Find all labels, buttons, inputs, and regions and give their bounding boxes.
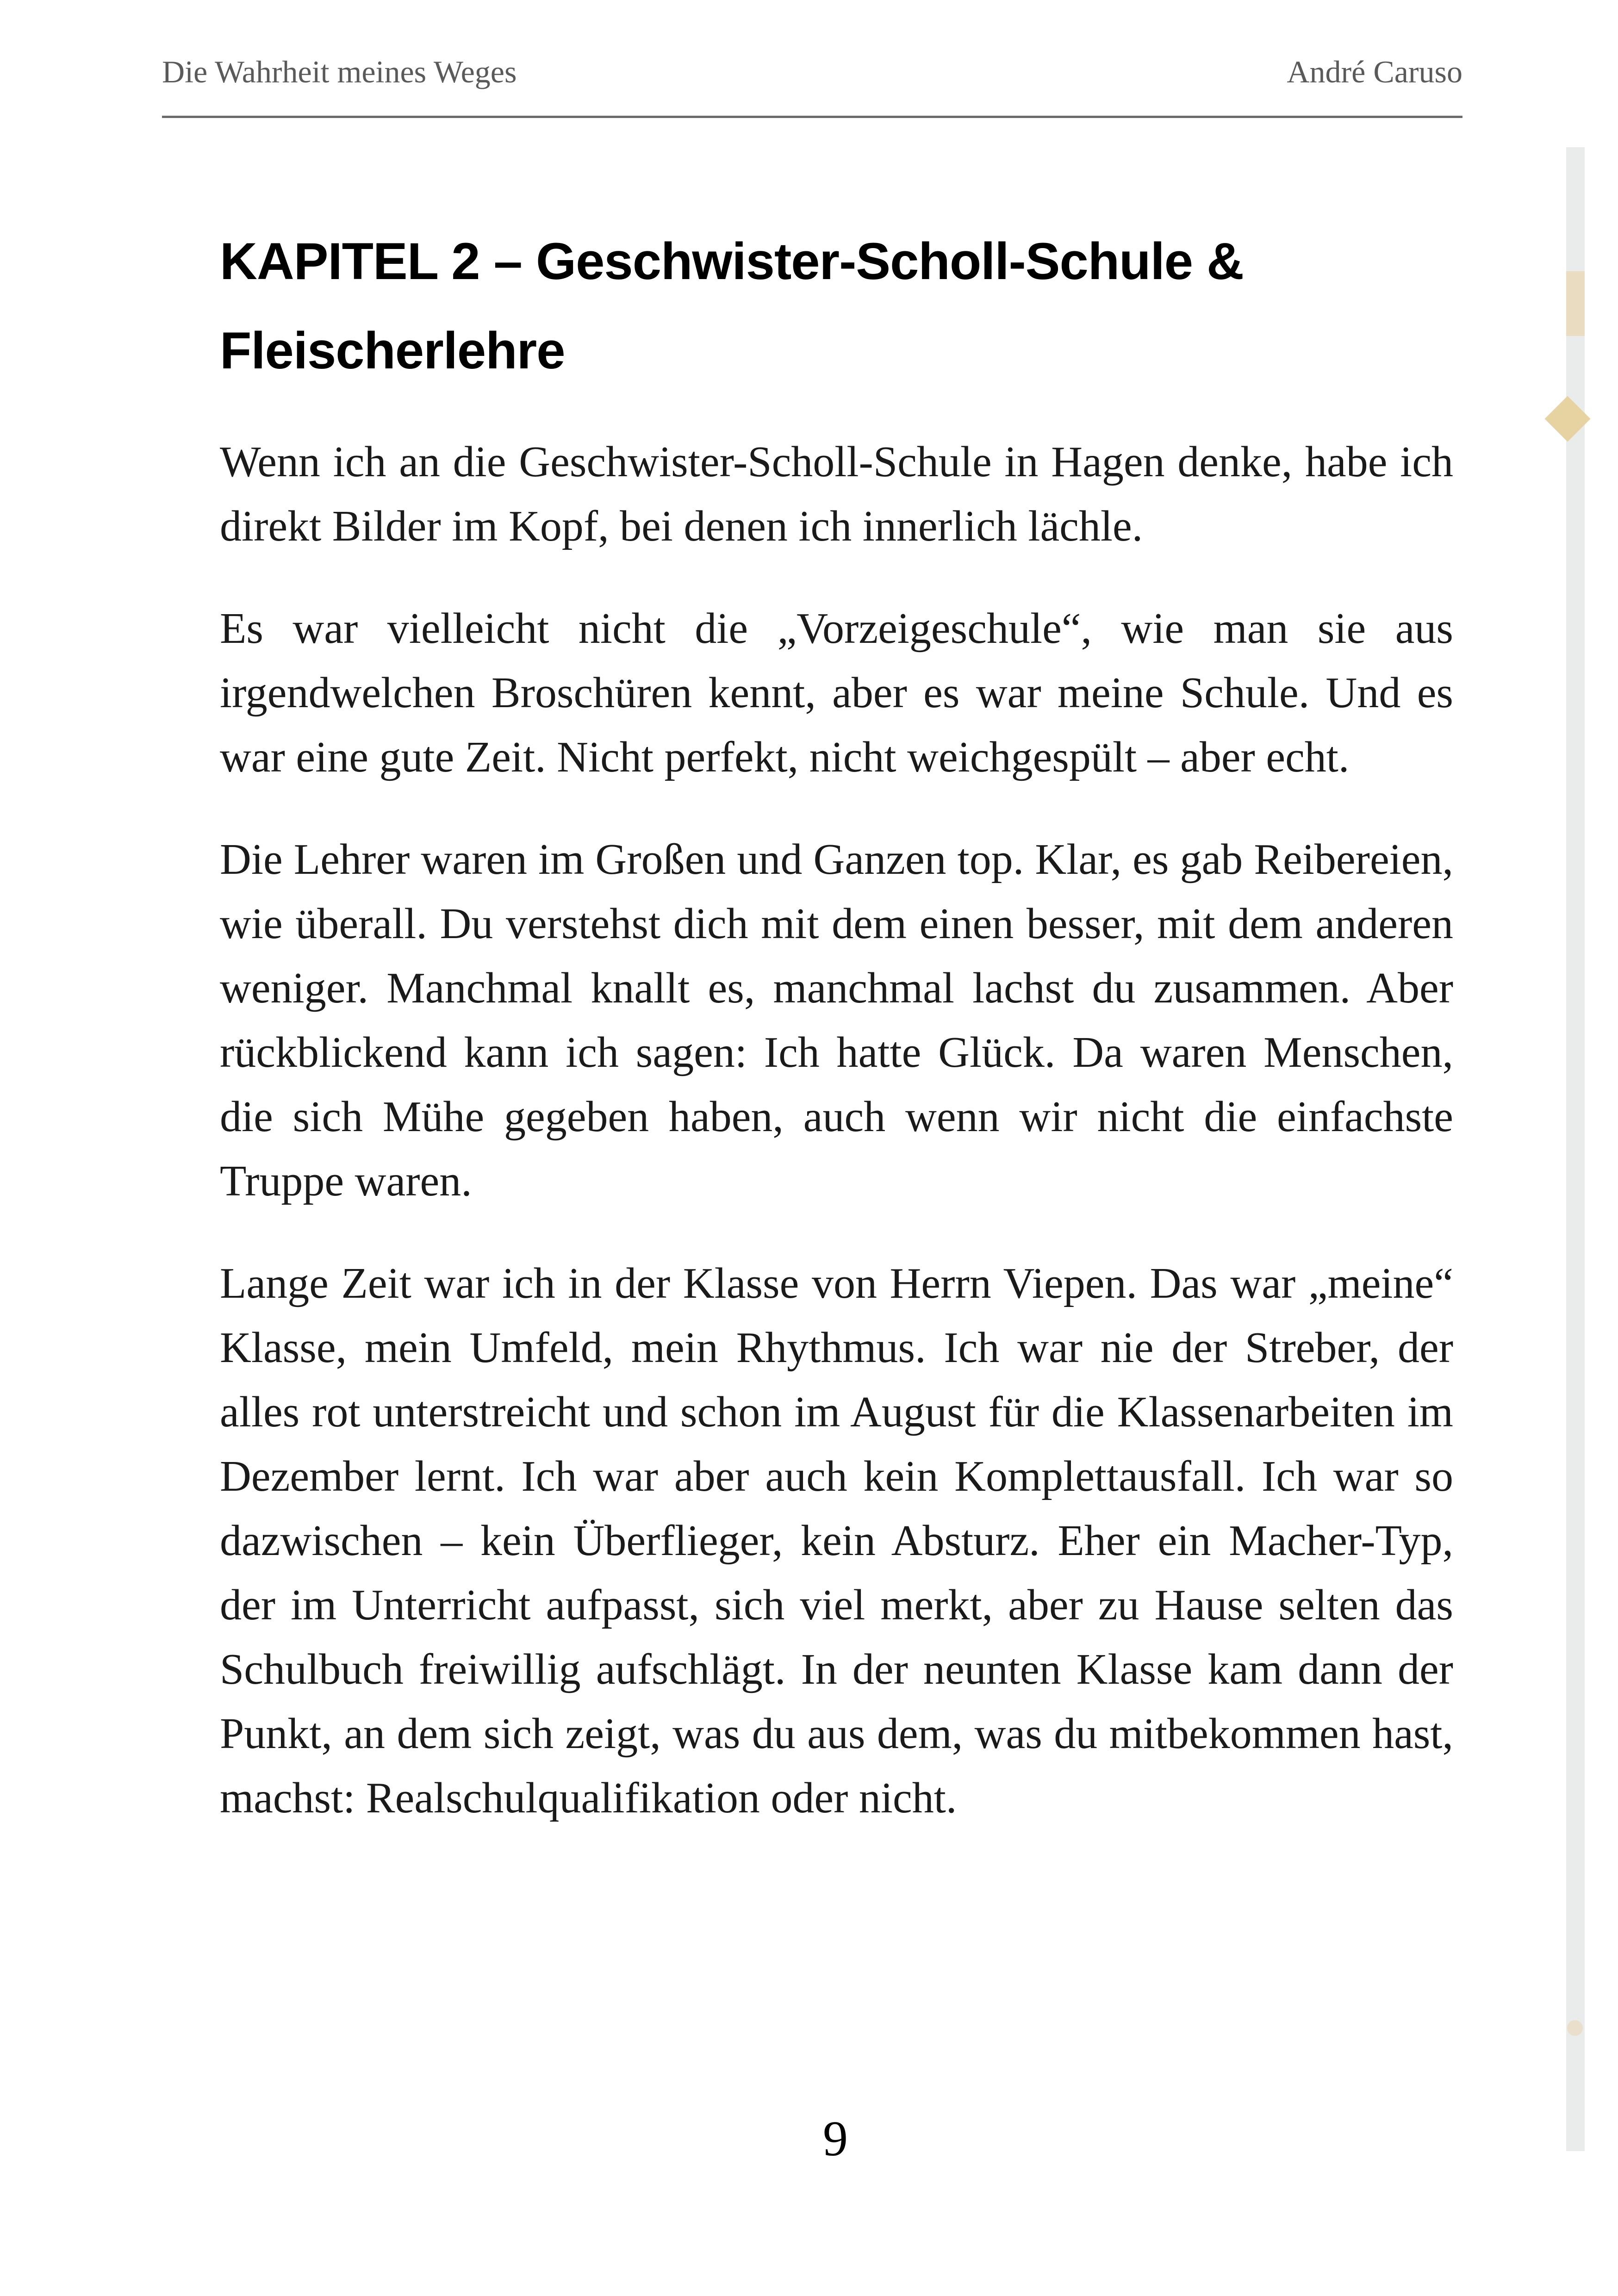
page-content [220,217,1453,1868]
book-title: Die Wahrheit meines Weges [162,54,517,89]
paragraph: Wenn ich an die Geschwister-Scholl-Schule in Hagen denke, habe ich direkt Bilder im Kopf, bei denen ich innerlich lächle. [220,438,1453,550]
paragraph: Die Lehrer waren im Großen und Ganzen top. Klar, es gab Reibereien, wie überall. Du verstehst dich mit dem einen besser, mit dem anderen weniger. Manchmal knallt es, manchmal lachst du zusammen. Aber rückblickend kann ich sagen: Ich hatte Glück. Da waren Menschen, die sich Mühe gegeben haben, auch wenn wir nicht die einfachste Truppe waren. [220,835,1453,1205]
rail-position-marker[interactable] [1566,271,1585,336]
diamond-bookmark-icon[interactable] [1545,396,1591,442]
paragraph: Es war vielleicht nicht die „Vorzeigeschule“, wie man sie aus irgendwelchen Broschüren kennt, aber es war meine Schule. Und es war eine gute Zeit. Nicht perfekt, nicht weichgespült – aber echt. [220,604,1453,781]
paragraph: Lange Zeit war ich in der Klasse von Herrn Viepen. Das war „meine“ Klasse, mein Umfeld, mein Rhythmus. Ich war nie der Streber, der alles rot unterstreicht und schon im August für die Klassenarbeiten im Dezember lernt. Ich war aber auch kein Komplettausfall. Ich war so dazwischen – kein Überflieger, kein Absturz. Eher ein Macher-Typ, der im Unterricht aufpasst, sich viel merkt, aber zu Hause selten das Schulbuch freiwillig aufschlägt. In der neunten Klasse kam dann der Punkt, an dem sich zeigt, was du aus dem, was du mitbekommen hast, machst: Realschulqualifikation oder nicht. [220,1259,1453,1822]
page-number: 9 [823,2111,848,2166]
side-scroll-rail[interactable] [1566,147,1585,2151]
chapter-title: KAPITEL 2 – Geschwister-Scholl-Schule & Fleischerlehre [220,232,1244,380]
running-header [162,42,1462,118]
chapter-body [220,430,1453,1830]
author-name: André Caruso [1287,54,1462,89]
dot-indicator-icon [1567,2020,1583,2036]
